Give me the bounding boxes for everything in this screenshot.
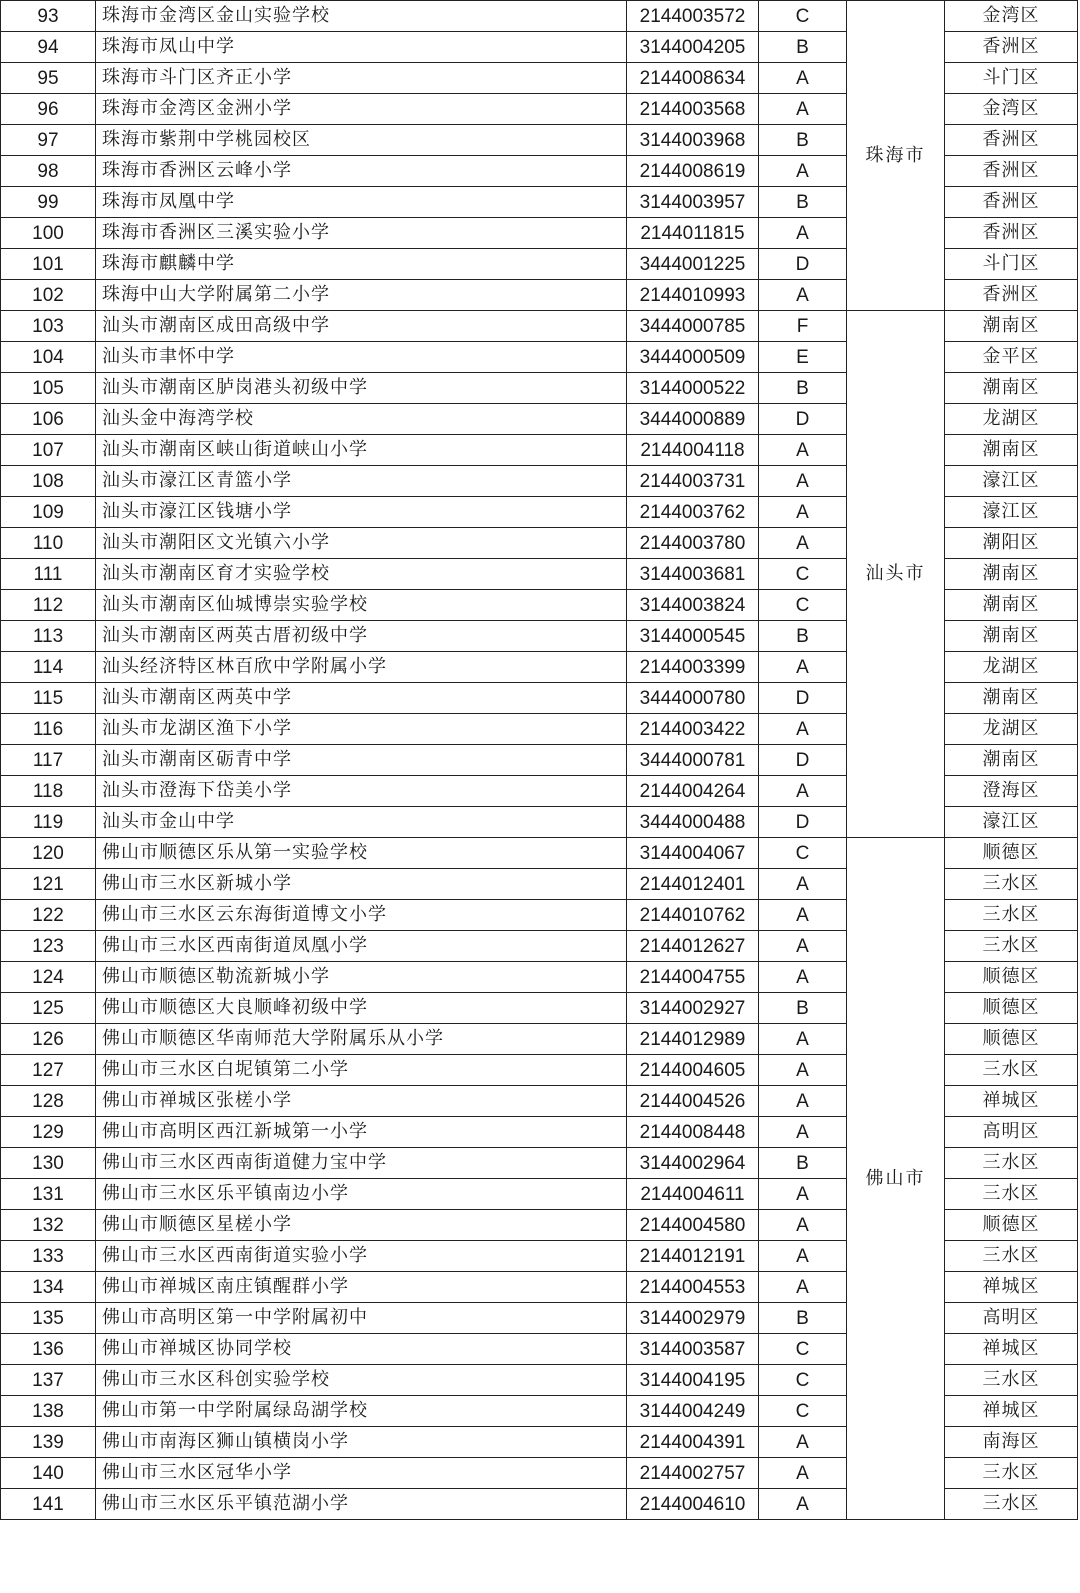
district-cell: 濠江区: [945, 497, 1078, 528]
district-cell: 金平区: [945, 342, 1078, 373]
school-name-cell: 汕头市聿怀中学: [96, 342, 627, 373]
row-number-cell: 121: [1, 869, 96, 900]
school-code-cell: 2144012627: [627, 931, 759, 962]
school-code-cell: 2144003422: [627, 714, 759, 745]
row-number-cell: 135: [1, 1303, 96, 1334]
row-number-cell: 133: [1, 1241, 96, 1272]
school-code-cell: 2144011815: [627, 218, 759, 249]
row-number-cell: 134: [1, 1272, 96, 1303]
district-cell: 高明区: [945, 1117, 1078, 1148]
grade-cell: A: [759, 1086, 847, 1117]
school-name-cell: 佛山市顺德区勒流新城小学: [96, 962, 627, 993]
school-name-cell: 汕头市濠江区青篮小学: [96, 466, 627, 497]
school-name-cell: 汕头市潮南区育才实验学校: [96, 559, 627, 590]
school-name-cell: 汕头市金山中学: [96, 807, 627, 838]
school-code-cell: 2144004611: [627, 1179, 759, 1210]
row-number-cell: 101: [1, 249, 96, 280]
grade-cell: B: [759, 125, 847, 156]
school-name-cell: 佛山市三水区白坭镇第二小学: [96, 1055, 627, 1086]
grade-cell: B: [759, 373, 847, 404]
grade-cell: E: [759, 342, 847, 373]
grade-cell: A: [759, 1458, 847, 1489]
row-number-cell: 129: [1, 1117, 96, 1148]
school-code-cell: 2144004605: [627, 1055, 759, 1086]
grade-cell: A: [759, 869, 847, 900]
district-cell: 潮南区: [945, 435, 1078, 466]
district-cell: 龙湖区: [945, 652, 1078, 683]
school-code-cell: 2144002757: [627, 1458, 759, 1489]
school-name-cell: 珠海市斗门区齐正小学: [96, 63, 627, 94]
school-name-cell: 汕头市濠江区钱塘小学: [96, 497, 627, 528]
row-number-cell: 118: [1, 776, 96, 807]
school-name-cell: 汕头经济特区林百欣中学附属小学: [96, 652, 627, 683]
row-number-cell: 125: [1, 993, 96, 1024]
school-name-cell: 佛山市三水区冠华小学: [96, 1458, 627, 1489]
grade-cell: A: [759, 1179, 847, 1210]
district-cell: 禅城区: [945, 1086, 1078, 1117]
grade-cell: A: [759, 156, 847, 187]
school-code-cell: 2144004118: [627, 435, 759, 466]
district-cell: 潮南区: [945, 311, 1078, 342]
grade-cell: A: [759, 435, 847, 466]
school-name-cell: 佛山市禅城区南庄镇醒群小学: [96, 1272, 627, 1303]
school-name-cell: 佛山市禅城区协同学校: [96, 1334, 627, 1365]
school-name-cell: 珠海市香洲区云峰小学: [96, 156, 627, 187]
district-cell: 三水区: [945, 1179, 1078, 1210]
school-code-cell: 2144003731: [627, 466, 759, 497]
grade-cell: A: [759, 962, 847, 993]
row-number-cell: 116: [1, 714, 96, 745]
district-cell: 三水区: [945, 1148, 1078, 1179]
grade-cell: A: [759, 1272, 847, 1303]
grade-cell: B: [759, 32, 847, 63]
school-code-cell: 2144004553: [627, 1272, 759, 1303]
school-code-cell: 2144010762: [627, 900, 759, 931]
district-cell: 三水区: [945, 1055, 1078, 1086]
school-name-cell: 汕头市潮南区仙城博崇实验学校: [96, 590, 627, 621]
school-code-cell: 2144004755: [627, 962, 759, 993]
district-cell: 龙湖区: [945, 714, 1078, 745]
district-cell: 潮南区: [945, 559, 1078, 590]
school-name-cell: 珠海市香洲区三溪实验小学: [96, 218, 627, 249]
row-number-cell: 105: [1, 373, 96, 404]
school-code-cell: 3444001225: [627, 249, 759, 280]
row-number-cell: 128: [1, 1086, 96, 1117]
school-code-cell: 3144003681: [627, 559, 759, 590]
row-number-cell: 136: [1, 1334, 96, 1365]
school-code-cell: 2144004610: [627, 1489, 759, 1520]
row-number-cell: 124: [1, 962, 96, 993]
row-number-cell: 132: [1, 1210, 96, 1241]
school-name-cell: 佛山市高明区西江新城第一小学: [96, 1117, 627, 1148]
school-name-cell: 汕头市潮南区成田高级中学: [96, 311, 627, 342]
grade-cell: B: [759, 621, 847, 652]
district-cell: 濠江区: [945, 807, 1078, 838]
school-code-cell: 2144003572: [627, 1, 759, 32]
district-cell: 龙湖区: [945, 404, 1078, 435]
grade-cell: A: [759, 900, 847, 931]
district-cell: 禅城区: [945, 1396, 1078, 1427]
school-code-cell: 2144003399: [627, 652, 759, 683]
district-cell: 香洲区: [945, 32, 1078, 63]
district-cell: 顺德区: [945, 993, 1078, 1024]
school-code-cell: 2144003780: [627, 528, 759, 559]
row-number-cell: 140: [1, 1458, 96, 1489]
school-code-cell: 2144012191: [627, 1241, 759, 1272]
school-code-cell: 2144008619: [627, 156, 759, 187]
school-name-cell: 佛山市高明区第一中学附属初中: [96, 1303, 627, 1334]
row-number-cell: 107: [1, 435, 96, 466]
district-cell: 澄海区: [945, 776, 1078, 807]
grade-cell: A: [759, 1427, 847, 1458]
school-code-cell: 3444000889: [627, 404, 759, 435]
grade-cell: A: [759, 776, 847, 807]
row-number-cell: 119: [1, 807, 96, 838]
school-code-cell: 2144008448: [627, 1117, 759, 1148]
grade-cell: C: [759, 1, 847, 32]
row-number-cell: 98: [1, 156, 96, 187]
school-code-cell: 3144002964: [627, 1148, 759, 1179]
school-code-cell: 2144004526: [627, 1086, 759, 1117]
district-cell: 三水区: [945, 1458, 1078, 1489]
row-number-cell: 139: [1, 1427, 96, 1458]
school-name-cell: 珠海市麒麟中学: [96, 249, 627, 280]
school-name-cell: 佛山市三水区西南街道凤凰小学: [96, 931, 627, 962]
row-number-cell: 127: [1, 1055, 96, 1086]
grade-cell: A: [759, 280, 847, 311]
row-number-cell: 122: [1, 900, 96, 931]
district-cell: 斗门区: [945, 249, 1078, 280]
district-cell: 三水区: [945, 1241, 1078, 1272]
school-code-cell: 2144010993: [627, 280, 759, 311]
school-code-cell: 3144002979: [627, 1303, 759, 1334]
school-code-cell: 3144004067: [627, 838, 759, 869]
school-name-cell: 汕头金中海湾学校: [96, 404, 627, 435]
district-cell: 斗门区: [945, 63, 1078, 94]
grade-cell: B: [759, 187, 847, 218]
grade-cell: A: [759, 1055, 847, 1086]
district-cell: 潮南区: [945, 373, 1078, 404]
row-number-cell: 123: [1, 931, 96, 962]
district-cell: 潮南区: [945, 683, 1078, 714]
row-number-cell: 117: [1, 745, 96, 776]
grade-cell: A: [759, 1210, 847, 1241]
school-code-cell: 3444000780: [627, 683, 759, 714]
school-name-cell: 珠海市金湾区金洲小学: [96, 94, 627, 125]
row-number-cell: 95: [1, 63, 96, 94]
school-name-cell: 佛山市三水区云东海街道博文小学: [96, 900, 627, 931]
district-cell: 潮阳区: [945, 528, 1078, 559]
city-cell: 珠海市: [847, 1, 945, 311]
district-cell: 金湾区: [945, 1, 1078, 32]
row-number-cell: 104: [1, 342, 96, 373]
district-cell: 顺德区: [945, 1210, 1078, 1241]
school-code-cell: 2144003762: [627, 497, 759, 528]
district-cell: 潮南区: [945, 621, 1078, 652]
district-cell: 南海区: [945, 1427, 1078, 1458]
row-number-cell: 120: [1, 838, 96, 869]
school-name-cell: 汕头市澄海下岱美小学: [96, 776, 627, 807]
table-body: [1, 1, 1078, 1520]
grade-cell: D: [759, 404, 847, 435]
school-name-cell: 珠海市凤山中学: [96, 32, 627, 63]
grade-cell: F: [759, 311, 847, 342]
school-code-cell: 2144004391: [627, 1427, 759, 1458]
school-name-cell: 佛山市三水区乐平镇南边小学: [96, 1179, 627, 1210]
school-name-cell: 珠海中山大学附属第二小学: [96, 280, 627, 311]
grade-cell: C: [759, 1365, 847, 1396]
grade-cell: B: [759, 993, 847, 1024]
grade-cell: A: [759, 1024, 847, 1055]
grade-cell: C: [759, 1396, 847, 1427]
row-number-cell: 138: [1, 1396, 96, 1427]
district-cell: 金湾区: [945, 94, 1078, 125]
row-number-cell: 106: [1, 404, 96, 435]
grade-cell: C: [759, 559, 847, 590]
school-name-cell: 汕头市潮南区两英古厝初级中学: [96, 621, 627, 652]
school-name-cell: 珠海市金湾区金山实验学校: [96, 1, 627, 32]
grade-cell: A: [759, 466, 847, 497]
district-cell: 高明区: [945, 1303, 1078, 1334]
school-name-cell: 汕头市潮阳区文光镇六小学: [96, 528, 627, 559]
school-code-cell: 3144004249: [627, 1396, 759, 1427]
grade-cell: B: [759, 1148, 847, 1179]
school-name-cell: 佛山市三水区乐平镇范湖小学: [96, 1489, 627, 1520]
city-cell: 佛山市: [847, 838, 945, 1520]
school-code-cell: 3144003968: [627, 125, 759, 156]
row-number-cell: 111: [1, 559, 96, 590]
row-number-cell: 137: [1, 1365, 96, 1396]
table-row: [1, 311, 1078, 342]
school-name-cell: 汕头市龙湖区渔下小学: [96, 714, 627, 745]
row-number-cell: 108: [1, 466, 96, 497]
row-number-cell: 99: [1, 187, 96, 218]
row-number-cell: 126: [1, 1024, 96, 1055]
district-cell: 香洲区: [945, 125, 1078, 156]
school-code-cell: 3144003957: [627, 187, 759, 218]
school-name-cell: 汕头市潮南区两英中学: [96, 683, 627, 714]
row-number-cell: 141: [1, 1489, 96, 1520]
grade-cell: A: [759, 94, 847, 125]
grade-cell: B: [759, 1303, 847, 1334]
grade-cell: A: [759, 714, 847, 745]
row-number-cell: 103: [1, 311, 96, 342]
grade-cell: D: [759, 745, 847, 776]
grade-cell: A: [759, 652, 847, 683]
school-code-cell: 3144004205: [627, 32, 759, 63]
district-cell: 濠江区: [945, 466, 1078, 497]
district-cell: 禅城区: [945, 1334, 1078, 1365]
table-row: [1, 838, 1078, 869]
row-number-cell: 94: [1, 32, 96, 63]
school-code-cell: 3144002927: [627, 993, 759, 1024]
row-number-cell: 115: [1, 683, 96, 714]
district-cell: 香洲区: [945, 280, 1078, 311]
school-code-cell: 3444000488: [627, 807, 759, 838]
district-cell: 顺德区: [945, 838, 1078, 869]
school-code-cell: 2144003568: [627, 94, 759, 125]
school-code-cell: 3444000785: [627, 311, 759, 342]
school-name-cell: 佛山市顺德区大良顺峰初级中学: [96, 993, 627, 1024]
district-cell: 三水区: [945, 900, 1078, 931]
grade-cell: A: [759, 497, 847, 528]
school-code-cell: 3444000509: [627, 342, 759, 373]
district-cell: 香洲区: [945, 187, 1078, 218]
school-code-cell: 3144003824: [627, 590, 759, 621]
school-code-cell: 2144004264: [627, 776, 759, 807]
district-cell: 香洲区: [945, 218, 1078, 249]
school-name-cell: 佛山市顺德区乐从第一实验学校: [96, 838, 627, 869]
school-name-cell: 汕头市潮南区峡山街道峡山小学: [96, 435, 627, 466]
district-cell: 顺德区: [945, 962, 1078, 993]
row-number-cell: 130: [1, 1148, 96, 1179]
grade-cell: A: [759, 528, 847, 559]
row-number-cell: 100: [1, 218, 96, 249]
school-code-cell: 2144008634: [627, 63, 759, 94]
district-cell: 三水区: [945, 931, 1078, 962]
school-name-cell: 珠海市凤凰中学: [96, 187, 627, 218]
school-code-cell: 3144004195: [627, 1365, 759, 1396]
district-cell: 潮南区: [945, 745, 1078, 776]
school-name-cell: 佛山市顺德区华南师范大学附属乐从小学: [96, 1024, 627, 1055]
school-code-cell: 2144012989: [627, 1024, 759, 1055]
district-cell: 潮南区: [945, 590, 1078, 621]
district-cell: 三水区: [945, 1365, 1078, 1396]
school-name-cell: 佛山市三水区西南街道实验小学: [96, 1241, 627, 1272]
grade-cell: C: [759, 1334, 847, 1365]
row-number-cell: 131: [1, 1179, 96, 1210]
district-cell: 三水区: [945, 1489, 1078, 1520]
school-code-cell: 3144003587: [627, 1334, 759, 1365]
row-number-cell: 114: [1, 652, 96, 683]
district-cell: 禅城区: [945, 1272, 1078, 1303]
school-name-cell: 佛山市三水区西南街道健力宝中学: [96, 1148, 627, 1179]
school-code-cell: 3144000545: [627, 621, 759, 652]
grade-cell: A: [759, 931, 847, 962]
row-number-cell: 113: [1, 621, 96, 652]
grade-cell: A: [759, 1241, 847, 1272]
city-cell: 汕头市: [847, 311, 945, 838]
school-code-cell: 2144012401: [627, 869, 759, 900]
grade-cell: D: [759, 249, 847, 280]
grade-cell: C: [759, 590, 847, 621]
grade-cell: A: [759, 1117, 847, 1148]
district-cell: 三水区: [945, 869, 1078, 900]
school-name-cell: 佛山市禅城区张槎小学: [96, 1086, 627, 1117]
school-code-cell: 2144004580: [627, 1210, 759, 1241]
grade-cell: D: [759, 807, 847, 838]
row-number-cell: 109: [1, 497, 96, 528]
district-cell: 顺德区: [945, 1024, 1078, 1055]
school-name-cell: 佛山市南海区狮山镇横岗小学: [96, 1427, 627, 1458]
school-name-cell: 珠海市紫荆中学桃园校区: [96, 125, 627, 156]
row-number-cell: 96: [1, 94, 96, 125]
district-cell: 香洲区: [945, 156, 1078, 187]
grade-cell: A: [759, 63, 847, 94]
row-number-cell: 110: [1, 528, 96, 559]
row-number-cell: 97: [1, 125, 96, 156]
row-number-cell: 102: [1, 280, 96, 311]
row-number-cell: 112: [1, 590, 96, 621]
grade-cell: A: [759, 218, 847, 249]
school-name-cell: 汕头市潮南区砺青中学: [96, 745, 627, 776]
grade-cell: C: [759, 838, 847, 869]
school-name-cell: 佛山市第一中学附属绿岛湖学校: [96, 1396, 627, 1427]
school-name-cell: 佛山市顺德区星槎小学: [96, 1210, 627, 1241]
school-code-cell: 3144000522: [627, 373, 759, 404]
school-name-cell: 佛山市三水区科创实验学校: [96, 1365, 627, 1396]
school-code-cell: 3444000781: [627, 745, 759, 776]
school-name-cell: 佛山市三水区新城小学: [96, 869, 627, 900]
school-name-cell: 汕头市潮南区胪岗港头初级中学: [96, 373, 627, 404]
grade-cell: A: [759, 1489, 847, 1520]
row-number-cell: 93: [1, 1, 96, 32]
table-row: [1, 1, 1078, 32]
grade-cell: D: [759, 683, 847, 714]
